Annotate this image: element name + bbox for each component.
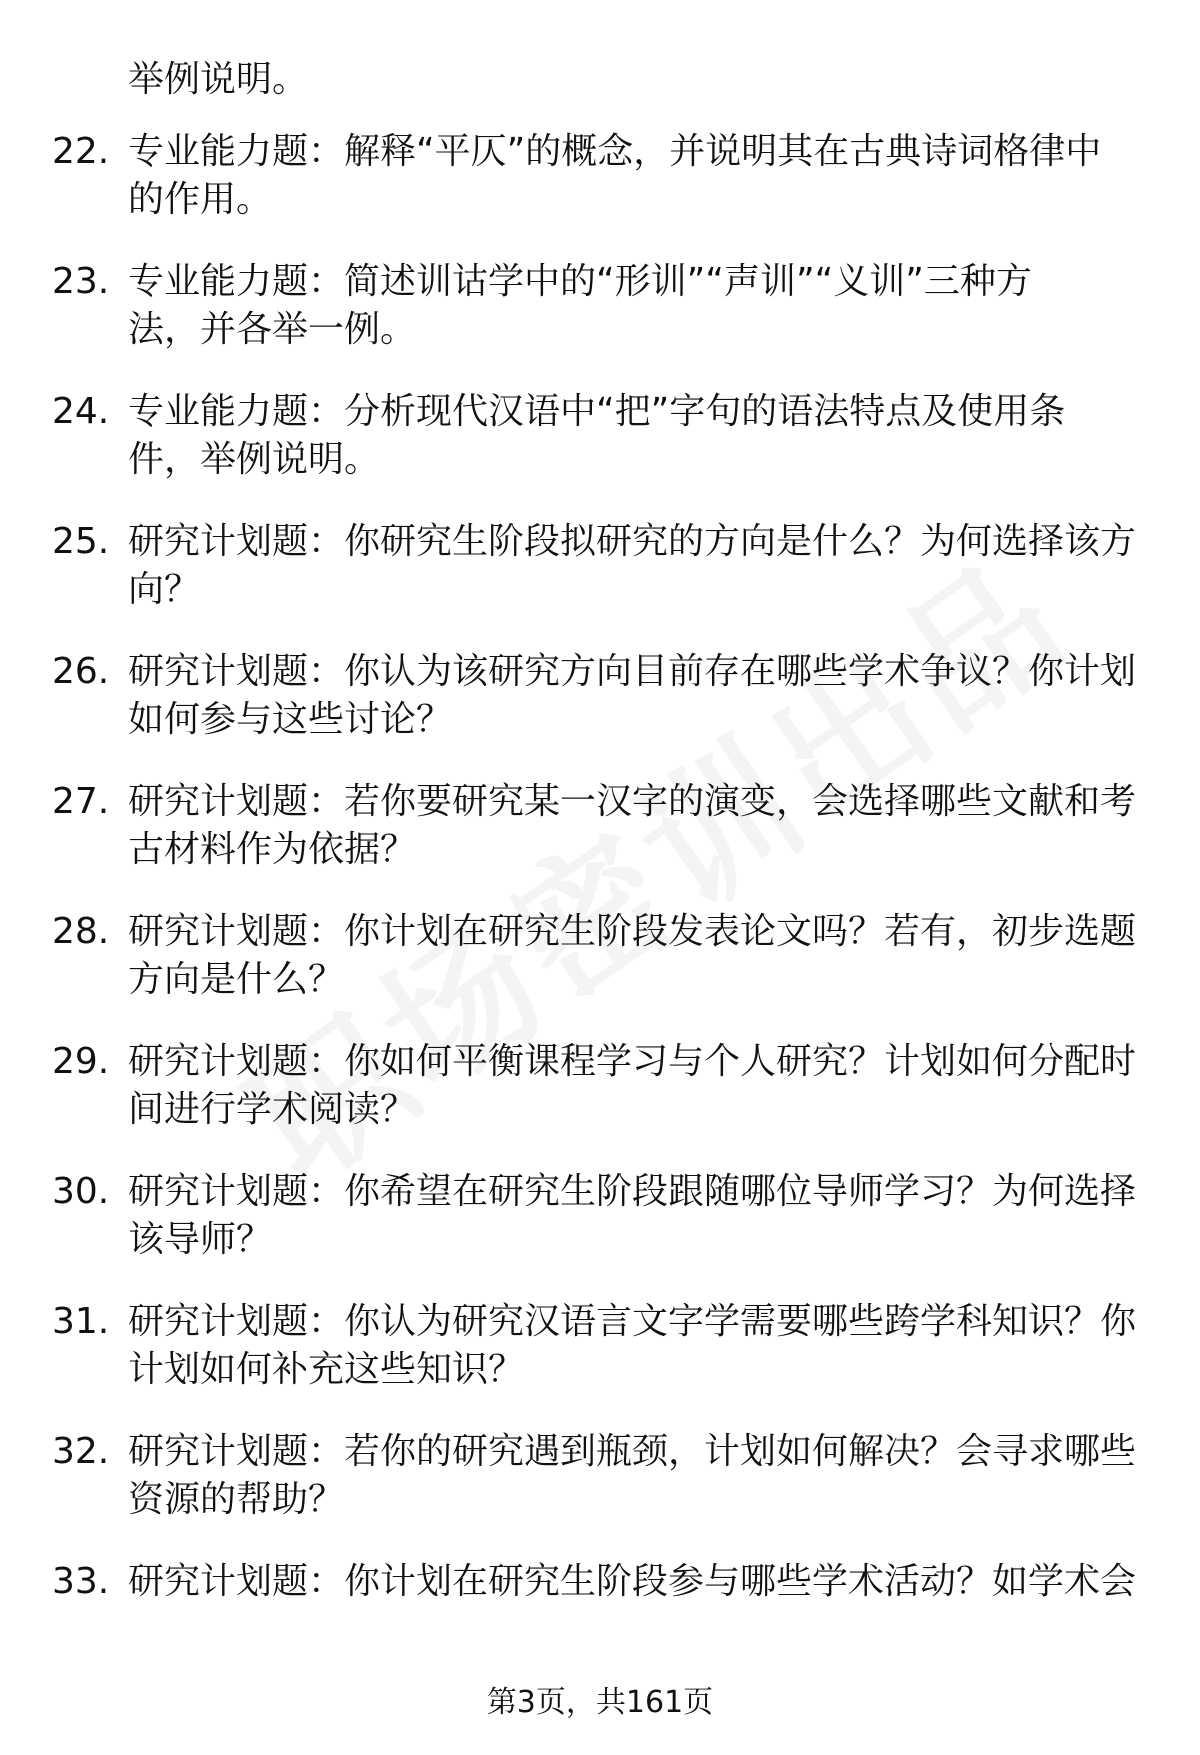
- question-number: 23.: [52, 261, 110, 302]
- question-text: 研究计划题：若你的研究遇到瓶颈，计划如何解决？会寻求哪些 资源的帮助？: [128, 1431, 1137, 1520]
- question-number: 24.: [52, 391, 110, 432]
- question-text: 研究计划题：你认为该研究方向目前存在哪些学术争议？你计划 如何参与这些讨论？: [128, 651, 1137, 740]
- question-text: 研究计划题：你认为研究汉语言文字学需要哪些跨学科知识？你 计划如何补充这些知识？: [128, 1301, 1137, 1390]
- question-text: 研究计划题：你希望在研究生阶段跟随哪位导师学习？为何选择 该导师？: [128, 1171, 1137, 1260]
- question-number: 26.: [52, 651, 110, 692]
- question-text: 研究计划题：你计划在研究生阶段参与哪些学术活动？如学术会: [128, 1561, 1137, 1602]
- question-number: 27.: [52, 781, 110, 822]
- question-text: 专业能力题：分析现代汉语中“把”字句的语法特点及使用条 件，举例说明。: [128, 391, 1066, 480]
- question-text: 专业能力题：简述训诂学中的“形训”“声训”“义训”三种方 法，并各举一例。: [128, 261, 1032, 350]
- question-number: 29.: [52, 1041, 110, 1082]
- question-number: 25.: [52, 521, 110, 562]
- page-footer: 第3页，共161页: [486, 1685, 714, 1720]
- question-text: 专业能力题：解释“平仄”的概念，并说明其在古典诗词格律中 的作用。: [128, 131, 1102, 220]
- question-number: 32.: [52, 1431, 110, 1472]
- question-number: 28.: [52, 911, 110, 952]
- continued-text: 举例说明。: [128, 59, 309, 100]
- question-number: 22.: [52, 131, 110, 172]
- question-text: 研究计划题：你如何平衡课程学习与个人研究？计划如何分配时 间进行学术阅读？: [128, 1041, 1137, 1130]
- question-number: 31.: [52, 1301, 110, 1342]
- question-number: 30.: [52, 1171, 110, 1212]
- question-text: 研究计划题：你计划在研究生阶段发表论文吗？若有，初步选题 方向是什么？: [128, 911, 1137, 1000]
- question-number: 33.: [52, 1561, 110, 1602]
- question-text: 研究计划题：你研究生阶段拟研究的方向是什么？为何选择该方 向？: [128, 521, 1137, 610]
- question-text: 研究计划题：若你要研究某一汉字的演变，会选择哪些文献和考 古材料作为依据？: [128, 781, 1137, 870]
